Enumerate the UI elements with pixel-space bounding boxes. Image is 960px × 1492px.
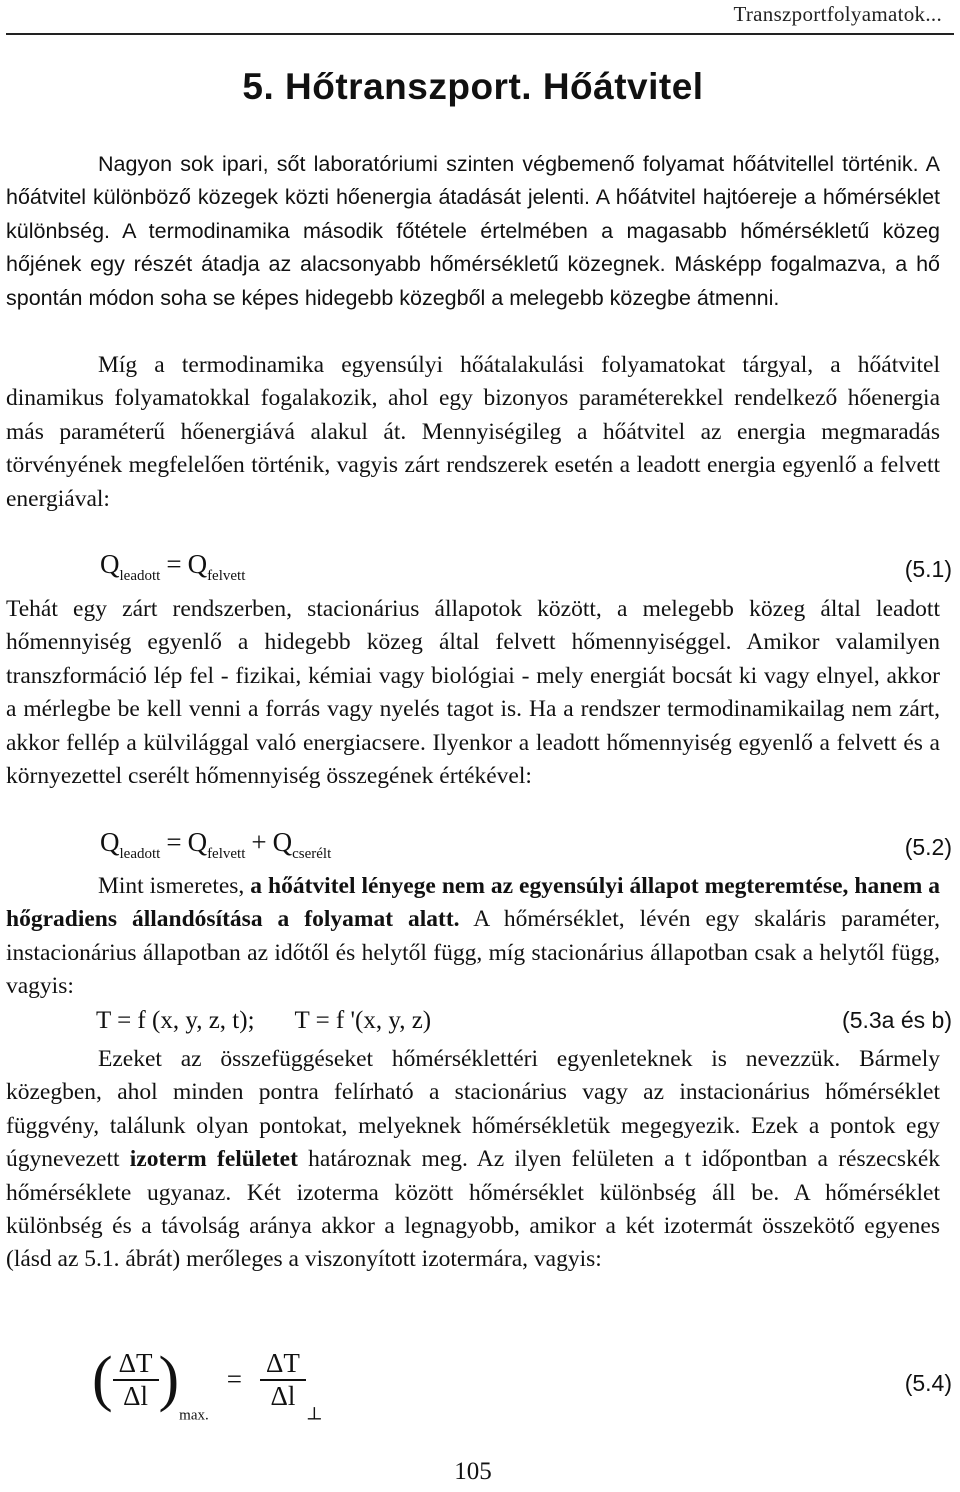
chapter-title: 5. Hőtranszport. Hőátvitel (242, 66, 704, 107)
fraction-right-num: ΔT (260, 1348, 306, 1381)
fraction-left (113, 1348, 159, 1412)
paragraph-balance (6, 593, 940, 793)
header-divider (6, 33, 954, 35)
paragraph-gradient (6, 870, 940, 1004)
left-paren: ( (92, 1345, 113, 1413)
eq2-term3: Q (272, 827, 293, 857)
equation-5-1 (100, 549, 245, 585)
fraction-left-num: ΔT (113, 1348, 159, 1381)
eq2-term3-sub: cserélt (292, 846, 332, 862)
eq2-term1-sub: leadott (119, 846, 161, 862)
eq1-lhs-sub: leadott (119, 568, 161, 584)
paragraph-intro (6, 148, 940, 315)
eq2-term2-sub: felvett (207, 846, 246, 862)
right-paren: ) (158, 1345, 180, 1413)
paragraph-5-start: Ezeket az összefüggéseket hőmérséklettéri egyenleteknek is nevezzük. Bármely közegben, ahol minden pontra felírható a stacionárius vagy az instacionárius hőmérséklet függvény, találunk olyan pontokat, melyeknek hőmérsékletük megegyezik. Ezek a pontok egy úgynevezett (6, 1046, 940, 1173)
eq4-sub-perp: ⊥ (305, 1403, 323, 1424)
paragraph-4-bold: a hőátvitel lényege nem az egyensúlyi állapot megteremtése, hanem a hőgradiens állandósítása a folyamat alatt. (6, 873, 941, 933)
paragraph-5 (6, 1043, 940, 1277)
equation-5-4 (92, 1344, 323, 1425)
paragraph-5-end: határoznak meg. Az ilyen felületen a t időpontban a részecskék hőmérséklete ugyanaz. Két izoterma között hőmérséklet különbség áll be. A hőmérséklet különbség és a távolság aránya akkor a legnagyobb, amikor a két izotermát összekötő egyenes (lásd az 5.1. ábrát) merőleges a viszonyított izotermára, vagyis: (6, 1146, 940, 1273)
paragraph-1: Nagyon sok ipari, sőt laboratóriumi szinten végbemenő folyamat hőátvitellel történik. A hőátvitel különböző közegek közti hőenergia átadását jelenti. A hőátvitel hajtóereje a hőmérséklet különbség. A termodinamika második főtétele értelmében a magasabb hőmérsékletű közeg hőjének egy részét átadja az alacsonyabb hőmérsékletű közegnek. Másképp fogalmazva, a hő spontán módon soha se képes hidegebb közegből a melegebb közegbe átmenni. (6, 152, 940, 310)
running-header: Transzportfolyamatok... (733, 2, 942, 26)
paragraph-2: Míg a termodinamika egyensúlyi hőátalakulási folyamatokat tárgyal, a hőátvitel dinamikus folyamatokkal fogalakozik, ahol egy bizonyos paraméterekkel rendelkező hőenergia más paraméterű hőenergiává alakul át. Mennyiségileg a hőátvitel az energia megmaradás törvényének megfelelően történik, vagyis zárt rendszerek esetén a leadott energia egyenlő a felvett energiával: (6, 352, 940, 512)
eq4-sub-max: max. (179, 1407, 209, 1424)
equation-number-5-4: (5.4) (904, 1370, 952, 1396)
eq2-op1: = (166, 827, 182, 857)
paragraph-5-bold: izoterm felületet (129, 1146, 298, 1173)
paragraph-isotherm (6, 1043, 940, 1277)
paragraph-3: Tehát egy zárt rendszerben, stacionárius állapotok között, a melegebb közeg által leadott hőmennyiség egyenlő a hidegebb közeg által felvett hőmennyiséggel. Amikor valamilyen transzformáció lép fel - fizikai, kémiai vagy biológiai - mely energiát bocsát ki vagy elnyel, akkor a mérlegbe be kell venni a forrás vagy nyelés tagot is. Ha a rendszer termodinamikailag nem zárt, akkor fellép a külvilággal való energiacsere. Ilyenkor a leadott hőmennyiség egyenlő a felvett és a környezettel cserélt hőmennyiség összegének értékével: (6, 596, 940, 790)
eq1-lhs: Q (100, 549, 120, 579)
equation-number-5-3: (5.3a és b) (842, 1007, 952, 1033)
eq2-term2: Q (187, 827, 208, 857)
eq2-term1: Q (100, 827, 120, 857)
paragraph-dynamics (6, 349, 940, 516)
paragraph-4-start: Mint ismeretes, (98, 873, 251, 899)
page-number: 105 (454, 1458, 492, 1485)
equation-number-5-2: (5.2) (904, 834, 952, 860)
fraction-left-den: Δl (123, 1380, 149, 1411)
fraction-right-den: Δl (270, 1380, 296, 1411)
equation-number-5-1: (5.1) (904, 556, 952, 582)
eq1-rhs: Q (187, 549, 208, 579)
eq4-op: = (226, 1364, 242, 1394)
fraction-right (260, 1348, 306, 1412)
equation-5-2 (100, 827, 331, 863)
eq3-right: T = f '(x, y, z) (294, 1007, 432, 1034)
paragraph-4 (6, 870, 940, 1004)
equation-5-3 (96, 1007, 431, 1035)
eq3-left: T = f (x, y, z, t); (96, 1007, 255, 1034)
paragraph-4-end: A hőmérséklet, lévén egy skaláris paraméter, instacionárius állapotban az időtől és helytől függ, míg stacionárius állapotban csak a helytől függ, vagyis: (6, 906, 940, 1000)
eq1-op: = (166, 549, 182, 579)
eq2-op2: + (251, 827, 267, 857)
eq1-rhs-sub: felvett (207, 568, 246, 584)
